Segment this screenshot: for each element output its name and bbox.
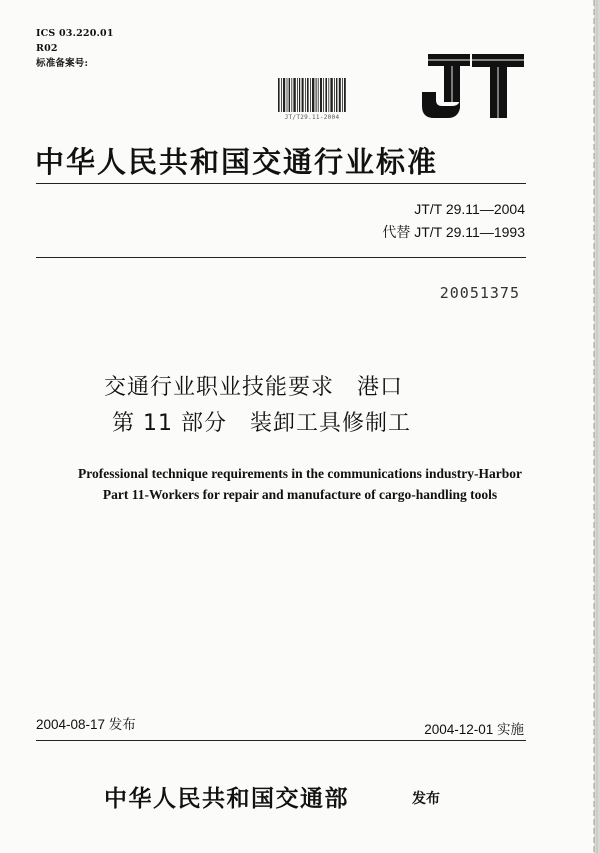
category-code: R02 (36, 43, 58, 54)
implementation-date: 2004-12-01 实施 (424, 722, 524, 737)
jt-logo (420, 52, 526, 120)
title-cn-line-1: 交通行业职业技能要求 港口 (104, 375, 404, 400)
title-en-line-1: Professional technique requirements in the communications industry-Harbor (77, 466, 522, 481)
standard-number: JT/T 29.11—2004 (414, 201, 525, 217)
barcode-caption: JT/T29.11-2004 (284, 114, 340, 121)
top-divider (36, 183, 526, 184)
title-en-line-2: Part 11-Workers for repair and manufacture of cargo-handling tools (102, 487, 498, 502)
title-cn-line-2: 第 11 部分 装卸工具修制工 (112, 411, 411, 436)
scan-edge-shadow (586, 0, 600, 853)
issue-action: 发布 (412, 791, 440, 807)
replaced-standard: 代替 JT/T 29.11—1993 (382, 224, 525, 240)
issuing-authority: 中华人民共和国交通部 (104, 786, 349, 812)
issue-date: 2004-08-17 发布 (36, 717, 136, 732)
organization-title: 中华人民共和国交通行业标准 (35, 145, 439, 179)
record-number-label: 标准备案号: (36, 58, 89, 69)
barcode-graphic (278, 78, 346, 112)
ics-code: ICS 03.220.01 (36, 28, 114, 39)
footer-divider (36, 740, 526, 741)
header-divider (36, 257, 526, 258)
stamped-number: 20051375 (439, 284, 520, 302)
